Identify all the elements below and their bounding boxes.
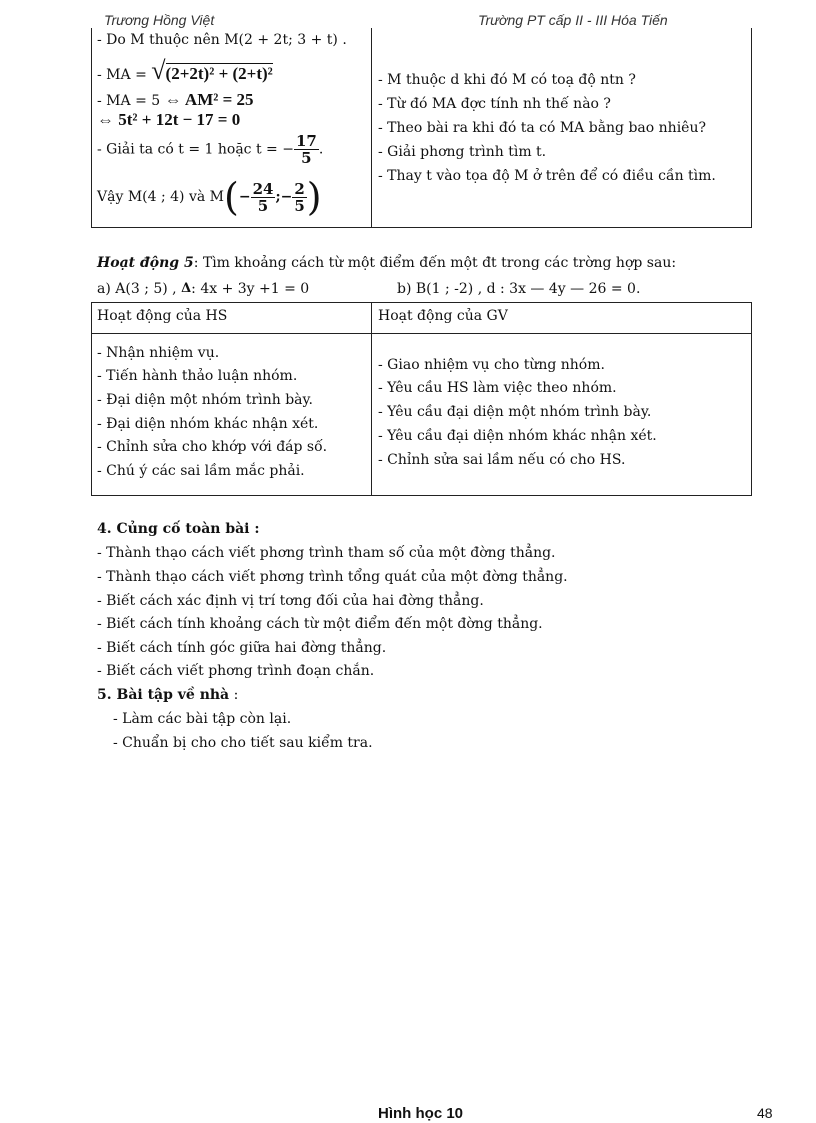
- step-conclusion: [97, 175, 322, 219]
- section4-item: - Biết cách viết phơng trình đoạn chắn.: [97, 663, 375, 679]
- ma-label: - MA =: [97, 67, 147, 83]
- gv-item: - Yêu cầu đại diện một nhóm trình bày.: [378, 404, 652, 420]
- hs-item: - Đại diện nhóm khác nhận xét.: [97, 416, 319, 432]
- section5-colon: :: [229, 687, 239, 703]
- minus-sign: −: [238, 189, 251, 205]
- column-divider: [371, 28, 372, 227]
- hs-item: - Chỉnh sửa cho khớp với đáp số.: [97, 439, 328, 455]
- fraction-numerator: 2: [294, 179, 305, 198]
- column-divider: [371, 303, 372, 495]
- fraction-numerator: 17: [295, 132, 317, 150]
- am-squared-equation: ⇔ AM² = 25: [164, 90, 254, 109]
- section4-item: - Thành thạo cách viết phơng trình tổng quát của một đờng thẳng.: [97, 569, 568, 585]
- fraction-2-5: [292, 181, 306, 214]
- section4-item: - Biết cách tính khoảng cách từ một điểm đến một đờng thẳng.: [97, 616, 543, 632]
- table-head-gv: Hoạt động của GV: [378, 308, 508, 324]
- gv-question: - M thuộc d khi đó M có toạ độ ntn ?: [378, 72, 636, 88]
- gv-item: - Yêu cầu đại diện nhóm khác nhận xét.: [378, 428, 657, 444]
- gv-item: - Yêu cầu HS làm việc theo nhóm.: [378, 380, 617, 396]
- conclusion-text: Vậy M(4 ; 4) và M: [97, 189, 224, 205]
- fraction-denominator: 5: [257, 196, 269, 215]
- gv-item: - Chỉnh sửa sai lầm nếu có cho HS.: [378, 452, 626, 468]
- step-ma-formula: [97, 56, 273, 86]
- section4-item: - Biết cách xác định vị trí tơng đối của hai đờng thẳng.: [97, 593, 484, 609]
- solve-end: .: [318, 141, 324, 158]
- fraction-17-5: [294, 133, 319, 166]
- table-head-hs: Hoạt động của HS: [97, 308, 228, 324]
- step-ma-equals: [97, 90, 254, 110]
- fraction-denominator: 5: [301, 149, 312, 167]
- header-author: Trương Hồng Việt: [104, 12, 215, 28]
- gv-question: - Từ đó MA đợc tính nh thế nào ?: [378, 96, 611, 112]
- section5-title: 5. Bài tập về nhà: [97, 687, 230, 703]
- section5-item: - Làm các bài tập còn lại.: [113, 711, 292, 727]
- gv-question: - Giải phơng trình tìm t.: [378, 144, 547, 160]
- section5-item: - Chuẩn bị cho cho tiết sau kiểm tra.: [113, 735, 373, 751]
- section4-title: 4. Củng cố toàn bài :: [97, 521, 260, 537]
- hs-item: - Đại diện một nhóm trình bày.: [97, 392, 314, 408]
- hs-item: - Tiến hành thảo luận nhóm.: [97, 368, 298, 384]
- fraction-24-5: [251, 181, 276, 214]
- activity5-title: Hoạt động 5: [97, 255, 194, 271]
- ma-sqrt-icon: √: [151, 56, 166, 85]
- activity5-heading: [97, 255, 676, 271]
- ma-value: - MA = 5: [97, 93, 161, 109]
- activity5-desc: : Tìm khoảng cách từ một điểm đến một đt trong các trờng hợp sau:: [193, 255, 677, 271]
- gv-question: - Thay t vào tọa độ M ở trên để có điều cần tìm.: [378, 168, 716, 184]
- activity5-part-a: [97, 281, 309, 297]
- section4-item: - Biết cách tính góc giữa hai đờng thẳng.: [97, 640, 387, 656]
- ma-radicand: (2+2t)² + (2+t)²: [165, 64, 273, 83]
- section5-heading: [97, 687, 238, 703]
- step-m-param: - Do M thuộc nên M(2 + 2t; 3 + t) .: [97, 32, 347, 48]
- fraction-denominator: 5: [294, 196, 305, 215]
- left-paren-icon: (: [224, 175, 239, 219]
- part-a-point: a) A(3 ; 5) ,: [97, 281, 177, 297]
- hs-item: - Nhận nhiệm vụ.: [97, 345, 220, 361]
- header-divider: [92, 333, 751, 334]
- section4-item: - Thành thạo cách viết phơng trình tham số của một đờng thẳng.: [97, 545, 556, 561]
- coord-separator: ;−: [275, 189, 293, 205]
- hs-item: - Chú ý các sai lầm mắc phải.: [97, 463, 305, 479]
- step-solve-t: [97, 133, 323, 166]
- gv-question: - Theo bài ra khi đó ta có MA bằng bao nhiêu?: [378, 120, 706, 136]
- part-a-line: : 4x + 3y +1 = 0: [191, 281, 310, 297]
- activity5-part-b: b) B(1 ; -2) , d : 3x — 4y — 26 = 0.: [397, 281, 641, 297]
- solve-text: - Giải ta có t = 1 hoặc t = −: [97, 141, 294, 158]
- quadratic-equation: ⇔ 5t² + 12t − 17 = 0: [97, 110, 241, 129]
- page-number: 48: [757, 1105, 773, 1121]
- right-paren-icon: ): [306, 175, 322, 219]
- footer-subject: Hình học 10: [378, 1105, 464, 1122]
- gv-item: - Giao nhiệm vụ cho từng nhóm.: [378, 357, 605, 373]
- header-school: Trường PT cấp II - III Hóa Tiến: [478, 12, 668, 28]
- fraction-numerator: 24: [252, 179, 274, 198]
- delta-icon: Δ: [181, 281, 192, 296]
